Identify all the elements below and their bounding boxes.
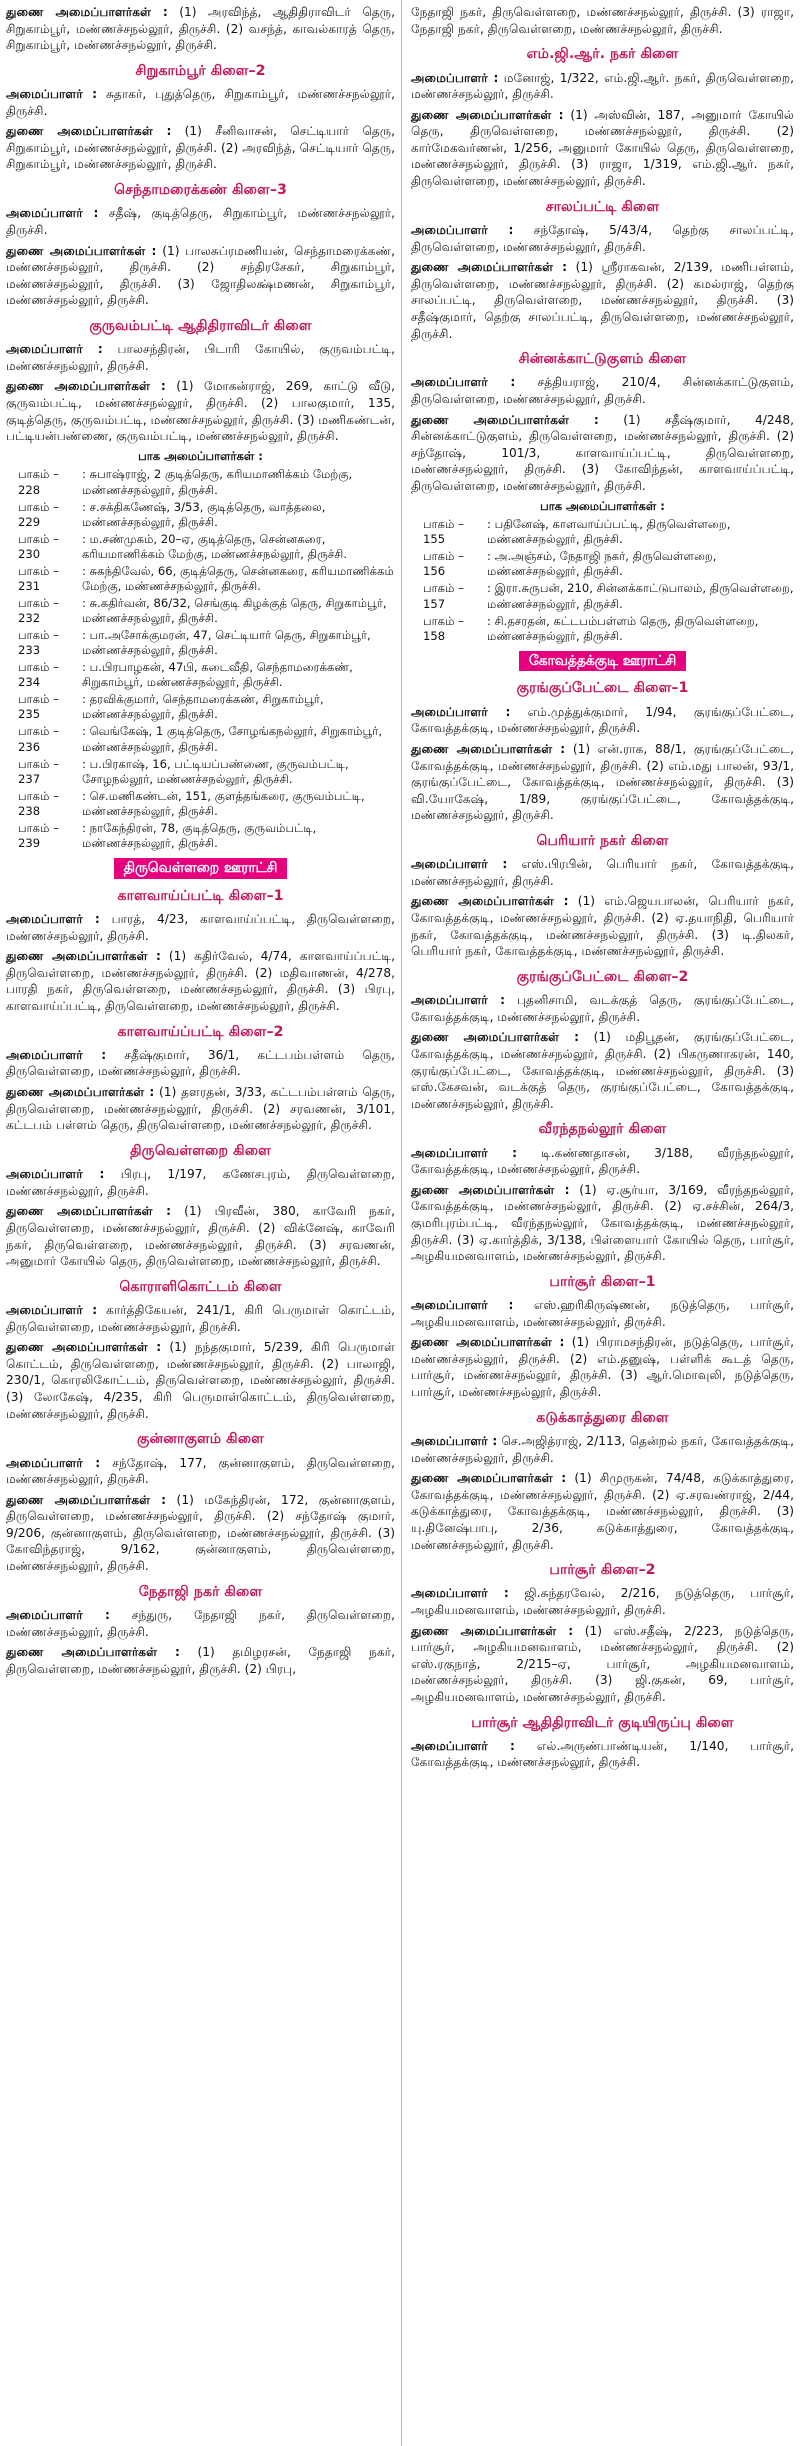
booth-number: பாகம் – 234 — [18, 660, 59, 690]
booth-row — [6, 467, 395, 497]
member-details: (1) தளரதன், 3/33, கட்டபம்பள்ளம் தெரு, திருவெள்ளறை, மண்ணச்சநல்லூர், திருச்சி. (2) சரவணன், 3/101, கட்டபம் பள்ளம் தெரு, திருவெள்ளறை, மண்ணச்சநல்லூர், திருச்சி. — [6, 1085, 395, 1133]
role-label: அமைப்பாளர் : — [411, 375, 516, 390]
member-details: எல்.அருண்பாண்டியன், 1/140, பார்சூர், கோவத்தக்குடி, மண்ணச்சநல்லூர், திருச்சி. — [411, 1738, 795, 1770]
role-label: அமைப்பாளர் : — [6, 206, 99, 221]
booth-row — [6, 660, 395, 690]
member-details: பிரபு, 1/197, கணேசபுரம், திருவெள்ளறை, மண்ணச்சநல்லூர், திருச்சி. — [6, 1167, 395, 1198]
organiser-entry — [411, 374, 794, 407]
member-details: (1) நந்தகுமார், 5/239, கிரி பெருமாள் கொட்டம், திருவெள்ளறை, மண்ணச்சநல்லூர், திருச்சி. (2) பாலாஜி, 230/1, கொரலிகோட்டம், திருவெள்ளறை, மண்ணச்சநல்லூர், திருச்சி. (3) லோகேஷ், 4/235, கிரி பெருமாள்கொட்டம், திருவெள்ளறை, மண்ணச்சநல்லூர், திருச்சி. — [6, 1340, 395, 1421]
branch-heading: சிறுகாம்பூர் கிளை–2 — [135, 62, 266, 79]
role-label: அமைப்பாளர் : — [6, 1303, 98, 1318]
booth-row — [411, 549, 794, 579]
role-label: துணை அமைப்பாளர்கள் : — [411, 1030, 580, 1045]
role-label: துணை அமைப்பாளர்கள் : — [6, 1085, 155, 1100]
member-details: ஜி.சுந்தரவேல், 2/216, நடுத்தெரு, பார்சூர், அழகியமனவாளம், மண்ணச்சநல்லூர், திருச்சி. — [411, 1586, 794, 1617]
section-subheading: பாக அமைப்பாளர்கள் : — [138, 448, 263, 463]
branch-heading: பார்சூர் கிளை–1 — [549, 1273, 656, 1290]
booth-row — [6, 564, 395, 594]
member-details: (1) மோகன்ராஜ், 269, காட்டு வீடு, குருவம்பட்டி, மண்ணச்சநல்லூர், திருச்சி. (2) பாலகுமார், 135, குடித்தெரு, குருவம்பட்டி, மண்ணச்சநல்லூர், திருச்சி. (3) மணிகண்டன், பட்டியன்பண்ணை, குருவம்பட்டி, மண்ணச்சநல்லூர், திருச்சி. — [6, 379, 395, 444]
booth-row — [6, 692, 395, 722]
organiser-entry — [411, 1182, 794, 1265]
organiser-entry — [411, 856, 794, 889]
booth-row — [6, 757, 395, 787]
organiser-entry — [6, 243, 395, 309]
role-label: துணை அமைப்பாளர்கள் : — [6, 379, 166, 394]
organiser-entry — [411, 259, 794, 342]
organiser-entry — [6, 1339, 395, 1422]
booth-organiser: : ப.பிரபாழகன், 47பி, கடைவீதி, செந்தாமரைக்கண், சிறுகாம்பூர், மண்ணச்சநல்லூர், திருச்சி. — [82, 660, 353, 690]
role-label: அமைப்பாளர் : — [6, 912, 100, 926]
branch-heading: எம்.ஜி.ஆர். நகர் கிளை — [526, 46, 679, 63]
booth-row — [6, 821, 395, 851]
booth-number: பாகம் – 232 — [18, 595, 59, 625]
role-label: துணை அமைப்பாளர்கள் : — [411, 412, 599, 427]
branch-heading: குரங்குப்பேட்டை கிளை–1 — [516, 680, 689, 697]
branch-heading: பார்சூர் கிளை–2 — [549, 1562, 656, 1579]
member-details: சத்தியராஜ், 210/4, சின்னக்காட்டுகுளம், திருவெள்ளறை, மண்ணச்சநல்லூர், திருச்சி. — [411, 375, 795, 407]
booth-row — [411, 581, 794, 611]
organiser-entry — [411, 1297, 794, 1330]
branch-heading: காளவாய்ப்பட்டி கிளை–1 — [117, 887, 284, 904]
booth-organiser: : தரவிக்குமார், செந்தாமரைக்கண், சிறுகாம்பூர், மண்ணச்சநல்லூர், திருச்சி. — [82, 692, 324, 722]
organiser-entry — [6, 86, 395, 119]
role-label: அமைப்பாளர் : — [6, 1607, 110, 1622]
branch-heading: குன்னாகுளம் கிளை — [137, 1431, 264, 1448]
member-details: (1) எஸ்.சதீஷ், 2/223, நடுத்தெரு, பார்சூர், அழகியமனவாளம், மண்ணச்சநல்லூர், திருச்சி. (2) எஸ்.ரகுநாத், 2/215–ஏ, பார்சூர், அழகியமனவாளம், மண்ணச்சநல்லூர், திருச்சி. (3) ஜி.குகன், 69, பார்சூர், அழகியமனவாளம், மண்ணச்சநல்லூர், திருச்சி. — [411, 1623, 794, 1704]
organiser-entry — [6, 123, 395, 173]
role-label: துணை அமைப்பாளர்கள் : — [6, 5, 168, 19]
role-label: அமைப்பாளர் : — [411, 1586, 509, 1601]
organiser-entry — [6, 1084, 395, 1134]
role-label: துணை அமைப்பாளர்கள் : — [411, 894, 569, 909]
organiser-entry — [411, 1585, 794, 1618]
branch-heading: குருவம்பட்டி ஆதிதிராவிடர் கிளை — [89, 317, 312, 334]
member-details: (1) அஸ்வின், 187, அனுமார் கோயில் தெரு, திருவெள்ளறை, மண்ணச்சநல்லூர், திருச்சி. (2) கார்மேகவர்ணன், 1/256, அனுமார் கோயில் தெரு, திருவெள்ளறை, மண்ணச்சநல்லூர், திருச்சி. (3) ராஜா, 1/319, எம்.ஜி.ஆர். நகர், திருவெள்ளறை, மண்ணச்சநல்லூர், திருச்சி. — [411, 107, 794, 189]
branch-heading: காளவாய்ப்பட்டி கிளை–2 — [117, 1023, 284, 1040]
role-label: துணை அமைப்பாளர்கள் : — [411, 1471, 567, 1486]
member-details: எம்.முத்துக்குமார், 1/94, குரங்குப்பேட்டை, கோவத்தக்குடி, மண்ணச்சநல்லூர், திருச்சி. — [411, 704, 795, 736]
panchayat-title: கோவத்தக்குடி ஊராட்சி — [519, 651, 686, 672]
organiser-entry — [411, 1470, 794, 1553]
branch-heading: செந்தாமரைக்கண் கிளை–3 — [114, 182, 287, 199]
branch-heading: சாலப்பட்டி கிளை — [545, 198, 660, 215]
role-label: துணை அமைப்பாளர்கள் : — [6, 1492, 166, 1507]
branch-heading: கொராளிகொட்டம் கிளை — [119, 1278, 282, 1295]
member-details: சந்துரு, நேதாஜி நகர், திருவெள்ளறை, மண்ணச்சநல்லூர், திருச்சி. — [6, 1607, 395, 1639]
booth-row — [6, 596, 395, 626]
booth-number: பாகம் – 230 — [18, 531, 59, 561]
member-details: செ.அஜித்ராஜ், 2/113, தென்றல் நகர், கோவத்தக்குடி, மண்ணச்சநல்லூர், திருச்சி. — [411, 1433, 794, 1465]
branch-heading: பெரியார் நகர் கிளை — [536, 832, 669, 849]
booth-organiser: : வெங்கேஷ், 1 குடித்தெரு, சோழங்கநல்லூர், சிறுகாம்பூர், மண்ணச்சநல்லூர், திருச்சி. — [82, 724, 383, 754]
role-label: துணை அமைப்பாளர்கள் : — [6, 949, 161, 964]
booth-number: பாகம் – 155 — [423, 517, 464, 547]
organiser-entry — [6, 378, 395, 444]
branch-heading: சின்னக்காட்டுகுளம் கிளை — [518, 351, 687, 368]
member-details: புதனிசாமி, வடக்குத் தெரு, குரங்குப்பேட்டை, கோவத்தக்குடி, மண்ணச்சநல்லூர், திருச்சி. — [411, 993, 794, 1024]
member-details: (1) தமிழரசன், நேதாஜி நகர், திருவெள்ளறை, மண்ணச்சநல்லூர், திருச்சி. (2) பிரபு, — [6, 1645, 395, 1676]
booth-row — [6, 532, 395, 562]
organiser-entry — [6, 205, 395, 238]
member-details: (1) பிரவீன், 380, காவேரி நகர், திருவெள்ளறை, மண்ணச்சநல்லூர், திருச்சி. (2) விக்னேஷ், காவேரி நகர், திருவெள்ளறை, மண்ணச்சநல்லூர், திருச்சி. (3) சரவணன், அனுமார் கோயில் தெரு, திருவெள்ளறை, மண்ணச்சநல்லூர், திருச்சி. — [6, 1204, 395, 1269]
organiser-entry — [6, 1644, 395, 1677]
organiser-entry — [411, 70, 794, 103]
role-label: அமைப்பாளர் : — [411, 857, 508, 872]
role-label: அமைப்பாளர் : — [6, 342, 103, 357]
role-label: துணை அமைப்பாளர்கள் : — [411, 107, 564, 122]
role-label: அமைப்பாளர் : — [6, 87, 97, 102]
booth-organiser: : இரா.சுருபன், 210, சின்னக்காட்டுபாலம், திருவெள்ளறை, மண்ணச்சநல்லூர், திருச்சி. — [487, 581, 794, 611]
member-details: சதீஷ்குமார், 36/1, கட்டபம்பள்ளம் தெரு, திருவெள்ளறை, மண்ணச்சநல்லூர், திருச்சி. — [6, 1047, 395, 1079]
role-label: துணை அமைப்பாளர்கள் : — [411, 1335, 565, 1350]
role-label: துணை அமைப்பாளர்கள் : — [6, 124, 172, 139]
member-details: (1) ஏ.சூர்யா, 3/169, வீரந்தநல்லூர், கோவத்தக்குடி, மண்ணச்சநல்லூர், திருச்சி. (2) ஏ.சச்சின், 264/3, குமரிபுரம்பட்டி, வீரந்தநல்லூர், கோவத்தக்குடி, மண்ணச்சநல்லூர், திருச்சி. (3) ஏ.கார்த்திக், 3/138, பிள்ளையார் கோயில் தெரு, பார்சூர், அழகியமனவாளம், மண்ணச்சநல்லூர், திருச்சி. — [411, 1182, 794, 1264]
booth-number: பாகம் – 156 — [423, 549, 464, 579]
organiser-entry — [411, 893, 794, 959]
member-details: கார்த்திகேயன், 241/1, கிரி பெருமாள் கொட்டம், திருவெள்ளறை, மண்ணச்சநல்லூர், திருச்சி. — [6, 1303, 396, 1334]
booth-row — [6, 724, 395, 754]
organiser-entry — [6, 1166, 395, 1199]
organiser-entry — [411, 107, 794, 190]
organiser-entry — [6, 1607, 395, 1640]
booth-row — [6, 789, 395, 819]
booth-number: பாகம் – 229 — [18, 499, 59, 529]
branch-heading: குரங்குப்பேட்டை கிளை–2 — [516, 968, 689, 985]
booth-organiser: : அ.அஞ்சம், நேதாஜி நகர், திருவெள்ளறை, மண்ணச்சநல்லூர், திருச்சி. — [487, 549, 717, 579]
member-details: (1) ஸ்ரீராகவன், 2/139, மணிபள்ளம், திருவெள்ளறை, மண்ணச்சநல்லூர், திருச்சி. (2) கமல்ராஜ், தெற்கு சாலப்பட்டி, திருவெள்ளறை, மண்ணச்சநல்லூர், திருச்சி. (3) சதீஷ்குமார், தெற்கு சாலப்பட்டி, திருவெள்ளறை, மண்ணச்சநல்லூர், திருச்சி. — [411, 260, 794, 341]
branch-heading: கடுக்காத்துரை கிளை — [536, 1409, 669, 1426]
role-label: துணை அமைப்பாளர்கள் : — [6, 1340, 162, 1355]
booth-organiser: : பதினேஷ், காளவாய்ப்பட்டி, திருவெள்ளறை, மண்ணச்சநல்லூர், திருச்சி. — [487, 517, 731, 547]
panchayat-banner — [6, 858, 395, 879]
member-details: (1) சீனிவாசன், செட்டியார் தெரு, சிறுகாம்பூர், மண்ணச்சநல்லூர், திருச்சி. (2) அரவிந்த், செட்டியார் தெரு, சிறுகாம்பூர், மண்ணச்சநல்லூர், திருச்சி. — [6, 124, 395, 172]
member-details: மனோஜ், 1/322, எம்.ஜி.ஆர். நகர், திருவெள்ளறை, மண்ணச்சநல்லூர், திருச்சி. — [411, 70, 794, 102]
organiser-entry — [411, 4, 794, 37]
role-label: அமைப்பாளர் : — [411, 1298, 514, 1313]
organiser-entry — [411, 1738, 794, 1771]
role-label: அமைப்பாளர் : — [411, 704, 511, 719]
branch-heading: வீரந்தநல்லூர் கிளை — [538, 1121, 667, 1138]
member-details: பாரத், 4/23, காளவாய்ப்பட்டி, திருவெள்ளறை, மண்ணச்சநல்லூர், திருச்சி. — [6, 912, 396, 943]
booth-organiser: : செ.மணிகண்டன், 151, குளத்தங்கரை, குருவம்பட்டி, மண்ணச்சநல்லூர், திருச்சி. — [82, 788, 365, 818]
booth-organiser: : நாகேந்திரன், 78, குடித்தெரு, குருவம்பட்டி, மண்ணச்சநல்லூர், திருச்சி. — [82, 820, 317, 850]
member-details: சந்தோஷ், 5/43/4, தெற்கு சாலப்பட்டி, திருவெள்ளறை, மண்ணச்சநல்லூர், திருச்சி. — [411, 222, 794, 254]
organiser-entry — [6, 1047, 395, 1080]
organiser-entry — [411, 1334, 794, 1400]
organiser-entry — [411, 704, 794, 737]
booth-organiser: : பா.அசோக்குமரன், 47, செட்டியார் தெரு, சிறுகாம்பூர், மண்ணச்சநல்லூர், திருச்சி. — [82, 628, 371, 658]
role-label: அமைப்பாளர் : — [6, 1455, 101, 1470]
booth-organiser: : ப.பிரகாஷ், 16, பட்டியப்பண்ணை, குருவம்பட்டி, சோழநல்லூர், மண்ணச்சநல்லூர், திருச்சி. — [82, 756, 349, 786]
member-details: எஸ்.ஹரிகிருஷ்ணன், நடுத்தெரு, பார்சூர், அழகியமனவாளம், மண்ணச்சநல்லூர், திருச்சி. — [411, 1298, 794, 1329]
member-details: (1) மதிபூதன், குரங்குப்பேட்டை, கோவத்தக்குடி, மண்ணச்சநல்லூர், திருச்சி. (2) பிகருணாகரன், 140, குரங்குப்பேட்டை, கோவத்தக்குடி, மண்ணச்சநல்லூர், திருச்சி. (3) எஸ்.கேசவன், வடக்குத் தெரு, குரங்குப்பேட்டை, கோவத்தக்குடி, மண்ணச்சநல்லூர், திருச்சி. — [411, 1030, 794, 1111]
booth-organiser: : ச.சக்திகணேஷ், 3/53, குடித்தெரு, வாத்தலை, மண்ணச்சநல்லூர், திருச்சி. — [82, 499, 326, 529]
role-label: அமைப்பாளர் : — [411, 993, 505, 1008]
organiser-entry — [411, 412, 794, 495]
role-label: அமைப்பாளர் : — [6, 1047, 107, 1062]
booth-number: பாகம் – 233 — [18, 628, 59, 658]
organiser-entry — [411, 1029, 794, 1112]
booth-organiser: : சுபாஷ்ராஜ், 2 குடித்தெரு, கரியமாணிக்கம் மேற்கு, மண்ணச்சநல்லூர், திருச்சி. — [82, 467, 353, 497]
organiser-entry — [6, 1492, 395, 1575]
booth-number: பாகம் – 235 — [18, 692, 59, 722]
member-details: நேதாஜி நகர், திருவெள்ளறை, மண்ணச்சநல்லூர், திருச்சி. (3) ராஜா, நேதாஜி நகர், திருவெள்ளறை, மண்ணச்சநல்லூர், திருச்சி. — [411, 5, 794, 36]
branch-heading: பார்சூர் ஆதிதிராவிடர் குடியிருப்பு கிளை — [471, 1714, 734, 1731]
member-details: (1) கதிர்வேல், 4/74, காளவாய்ப்பட்டி, திருவெள்ளறை, மண்ணச்சநல்லூர், திருச்சி. (2) மதிவாணன், 4/278, பாரதி நகர், திருவெள்ளறை, மண்ணச்சநல்லூர், திருச்சி. (3) பிரபு, காளவாய்ப்பட்டி, திருவெள்ளறை, மண்ணச்சநல்லூர், திருச்சி. — [6, 949, 395, 1013]
member-details: (1) எம்.ஜெயபாலன், பெரியார் நகர், கோவத்தக்குடி, மண்ணச்சநல்லூர், திருச்சி. (2) ஏ.தயாநிதி, பெரியார் நகர், கோவத்தக்குடி, மண்ணச்சநல்லூர், திருச்சி. (3) டி.திலகர், பெரியார் நகர், கோவத்தக்குடி, மண்ணச்சநல்லூர், திருச்சி. — [411, 894, 794, 959]
organiser-entry — [6, 4, 395, 54]
booth-number: பாகம் – 158 — [423, 613, 464, 643]
booth-number: பாகம் – 237 — [18, 756, 59, 786]
section-subheading: பாக அமைப்பாளர்கள் : — [540, 498, 665, 513]
member-details: எஸ்.பிரபின், பெரியார் நகர், கோவத்தக்குடி, மண்ணச்சநல்லூர், திருச்சி. — [411, 857, 794, 888]
right-column — [405, 0, 800, 2446]
role-label: துணை அமைப்பாளர்கள் : — [6, 243, 157, 258]
organiser-entry — [6, 1455, 395, 1488]
member-details: (1) என்.ராக, 88/1, குரங்குப்பேட்டை, கோவத்தக்குடி, மண்ணச்சநல்லூர், திருச்சி. (2) எம்.மது பாலன், 93/1, குரங்குப்பேட்டை, கோவத்தக்குடி, மண்ணச்சநல்லூர், திருச்சி. (3) வி.யோகேஷ், 1/89, குரங்குப்பேட்டை, கோவத்தக்குடி, மண்ணச்சநல்லூர், திருச்சி. — [411, 741, 794, 823]
member-details: சந்தோஷ், 177, குன்னாகுளம், திருவெள்ளறை, மண்ணச்சநல்லூர், திருச்சி. — [6, 1455, 395, 1487]
organiser-entry — [6, 341, 395, 374]
booth-number: பாகம் – 157 — [423, 581, 464, 611]
booth-number: பாகம் – 239 — [18, 820, 59, 850]
booth-row — [6, 628, 395, 658]
role-label: அமைப்பாளர் : — [411, 1145, 518, 1160]
booth-organiser: : சுகந்திவேல், 66, குடித்தெரு, சென்னகரை, கரியமாணிக்கம் மேற்கு, மண்ணச்சநல்லூர், திருச்சி. — [82, 563, 394, 593]
member-details: பாலசந்திரன், பிடாரி கோயில், குருவம்பட்டி, மண்ணச்சநல்லூர், திருச்சி. — [6, 342, 395, 373]
organiser-entry — [6, 1203, 395, 1269]
panchayat-banner — [411, 651, 794, 672]
organiser-entry — [411, 992, 794, 1025]
role-label: துணை அமைப்பாளர்கள் : — [411, 260, 567, 275]
member-details: (1) பிராமசந்திரன், நடுத்தெரு, பார்சூர், மண்ணச்சநல்லூர், திருச்சி. (2) எம்.தனுஷ், பள்ளிக் கூடத் தெரு, பார்சூர், மண்ணச்சநல்லூர், திருச்சி. (3) ஆர்.மொவுலி, நடுத்தெரு, பார்சூர், மண்ணச்சநல்லூர், திருச்சி. — [411, 1335, 794, 1400]
role-label: அமைப்பாளர் : — [6, 1167, 105, 1182]
organiser-entry — [411, 1433, 794, 1466]
booth-number: பாகம் – 231 — [18, 563, 59, 593]
booth-number: பாகம் – 238 — [18, 788, 59, 818]
booth-row — [6, 500, 395, 530]
booth-organiser: : சு.கதிர்வன், 86/32, செங்குடி கிழக்குத் தெரு, சிறுகாம்பூர், மண்ணச்சநல்லூர், திருச்சி. — [82, 595, 387, 625]
role-label: அமைப்பாளர் : — [411, 1433, 498, 1448]
member-details: (1) மகேந்திரன், 172, குன்னாகுளம், திருவெள்ளறை, மண்ணச்சநல்லூர், திருச்சி. (2) சந்தோஷ் குமார், 9/206, குன்னாகுளம், திருவெள்ளறை, மண்ணச்சநல்லூர், திருச்சி. (3) கோவிந்தராஜ், 9/162, குன்னாகுளம், திருவெள்ளறை, மண்ணச்சநல்லூர், திருச்சி. — [6, 1492, 395, 1574]
member-details: சதீஷ், குடித்தெரு, சிறுகாம்பூர், மண்ணச்சநல்லூர், திருச்சி. — [6, 206, 396, 237]
booth-number: பாகம் – 236 — [18, 724, 59, 754]
role-label: அமைப்பாளர் : — [411, 70, 499, 85]
member-details: (1) சதீஷ்குமார், 4/248, சின்னக்காட்டுகுளம், திருவெள்ளறை, மண்ணச்சநல்லூர், திருச்சி. (2) சந்தோஷ், 101/3, காளவாய்ப்பட்டி, திருவெள்ளறை, மண்ணச்சநல்லூர், திருச்சி. (3) கோவிந்தன், காளவாய்ப்பட்டி, திருவெள்ளறை, மண்ணச்சநல்லூர், திருச்சி. — [411, 412, 794, 493]
booth-number: பாகம் – 228 — [18, 467, 59, 497]
booth-row — [411, 614, 794, 644]
member-details: (1) அரவிந்த், ஆதிதிராவிடர் தெரு, சிறுகாம்பூர், மண்ணச்சநல்லூர், திருச்சி. (2) வசந்த், காவல்காரத் தெரு, சிறுகாம்பூர், மண்ணச்சநல்லூர், திருச்சி. — [6, 5, 395, 53]
booth-organiser: : சி.தசரதன், கட்டபம்பள்ளம் தெரு, திருவெள்ளறை, மண்ணச்சநல்லூர், திருச்சி. — [487, 613, 759, 643]
organiser-entry — [6, 911, 395, 944]
member-details: (1) பாலசுப்ரமணியன், செந்தாமரைக்கண், மண்ணச்சநல்லூர், திருச்சி. (2) சந்திரசேகர், சிறுகாம்பூர், மண்ணச்சநல்லூர், திருச்சி. (3) ஜோதிலக்ஷ்மணன், சிறுகாம்பூர், மண்ணச்சநல்லூர், திருச்சி. — [6, 243, 395, 308]
organiser-entry — [411, 1145, 794, 1178]
organiser-entry — [6, 948, 395, 1014]
member-details: சுதாகர், புதுத்தெரு, சிறுகாம்பூர், மண்ணச்சநல்லூர், திருச்சி. — [6, 87, 396, 118]
role-label: துணை அமைப்பாளர்கள் : — [411, 1182, 570, 1197]
branch-heading: நேதாஜி நகர் கிளை — [138, 1583, 263, 1600]
member-details: (1) சிமுருகன், 74/48, கடுக்காத்துரை, கோவத்தக்குடி, மண்ணச்சநல்லூர், திருச்சி. (2) ஏ.சரவண்ராஜ், 2/44, கடுக்காத்துரை, கோவத்தக்குடி, மண்ணச்சநல்லூர், திருச்சி. (3) யு.தினேஷ்பாபு, 2/36, கடுக்காத்துரை, கோவத்தக்குடி, மண்ணச்சநல்லூர், திருச்சி. — [411, 1471, 794, 1552]
role-label: அமைப்பாளர் : — [411, 1738, 515, 1753]
organiser-entry — [411, 741, 794, 824]
role-label: துணை அமைப்பாளர்கள் : — [411, 741, 566, 756]
role-label: துணை அமைப்பாளர்கள் : — [411, 1623, 574, 1638]
panchayat-title: திருவெள்ளறை ஊராட்சி — [114, 858, 288, 879]
booth-row — [411, 517, 794, 547]
organiser-entry — [6, 1302, 395, 1335]
organiser-entry — [411, 1623, 794, 1706]
branch-heading: திருவெள்ளறை கிளை — [130, 1142, 271, 1159]
organiser-entry — [411, 222, 794, 255]
member-details: டி.கண்ணதாசன், 3/188, வீரந்தநல்லூர், கோவத்தக்குடி, மண்ணச்சநல்லூர், திருச்சி. — [411, 1145, 794, 1177]
booth-organiser: : ம.சண்முகம், 20–ஏ, குடித்தெரு, சென்னகரை, கரியமாணிக்கம் மேற்கு, மண்ணச்சநல்லூர், திருச்சி. — [82, 531, 348, 561]
role-label: துணை அமைப்பாளர்கள் : — [6, 1645, 180, 1660]
role-label: அமைப்பாளர் : — [411, 222, 514, 237]
role-label: துணை அமைப்பாளர்கள் : — [6, 1204, 172, 1219]
